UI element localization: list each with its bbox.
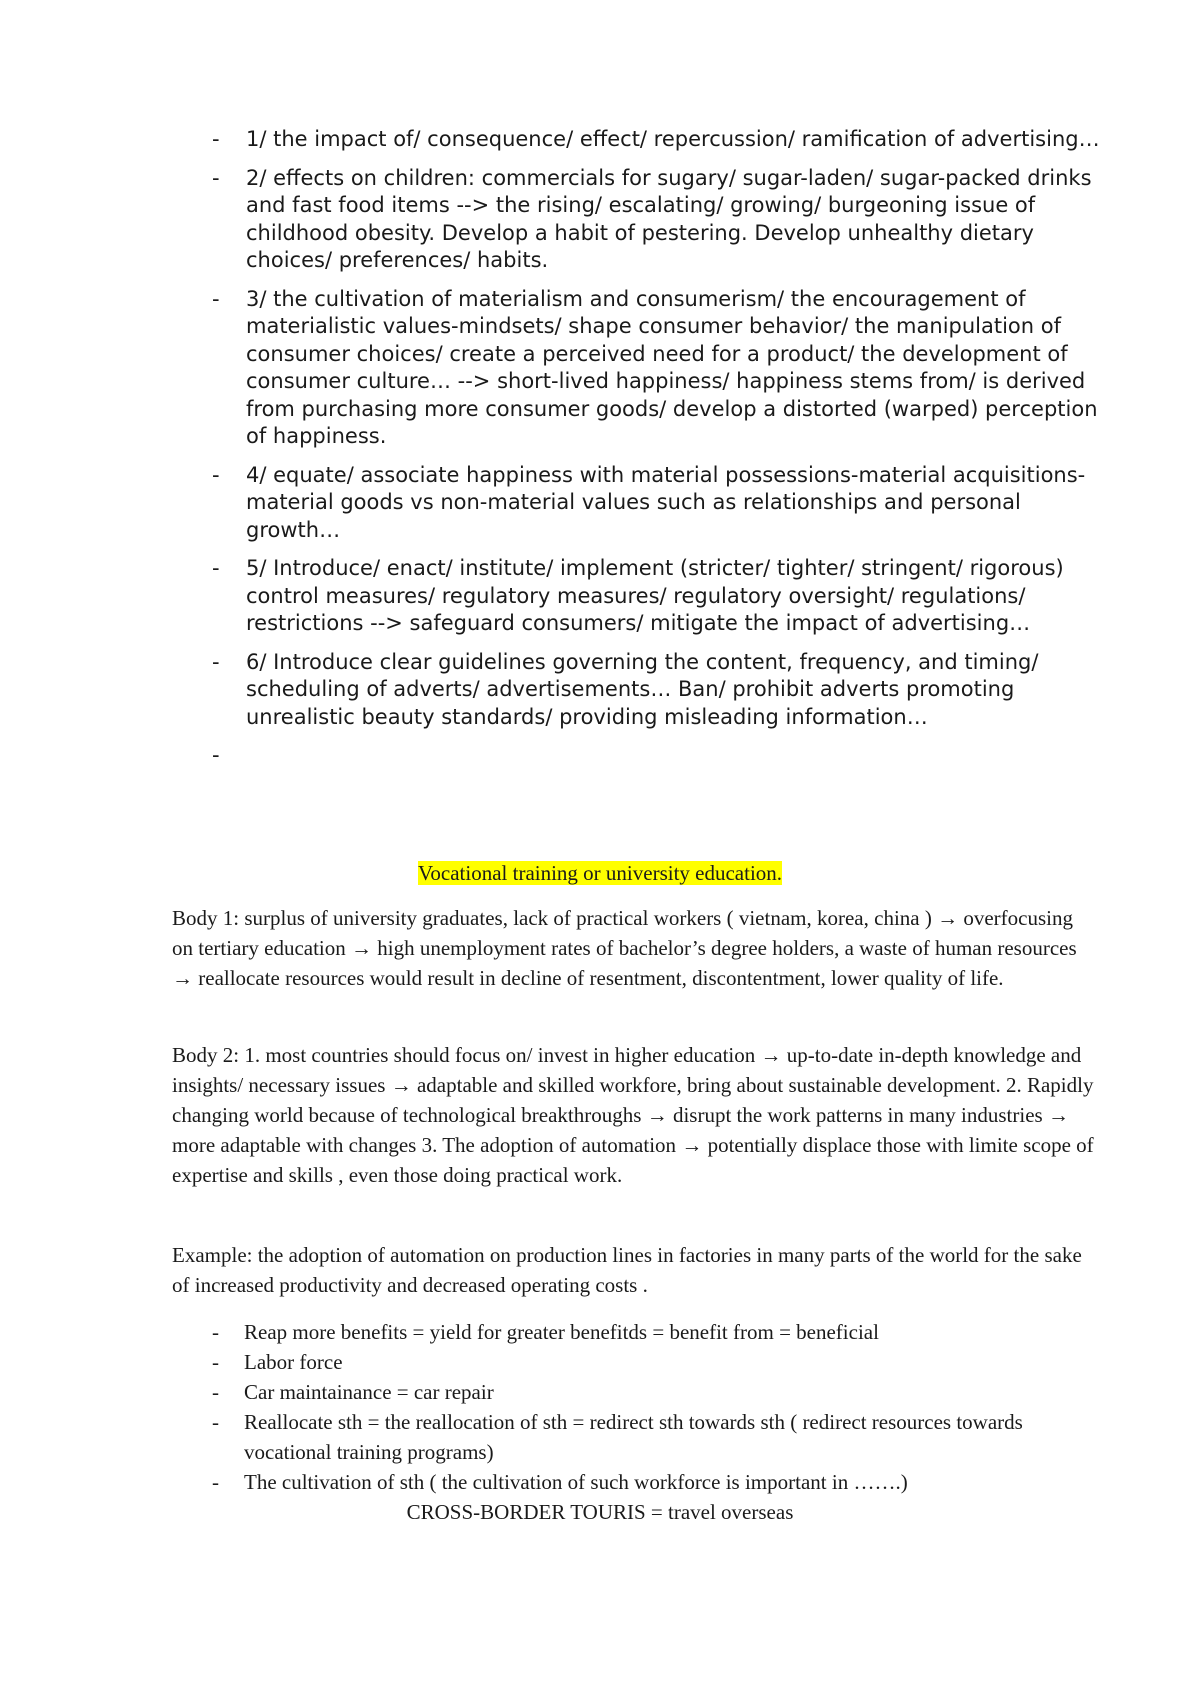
list-item: - Reallocate sth = the reallocation of sth = redirect sth towards sth ( redirect resources towards vocational training programs) <box>212 1410 1023 1464</box>
advertising-notes-list <box>212 126 1112 780</box>
list-item-text: 2/ effects on children: commercials for sugary/ sugar-laden/ sugar-packed drinks and fast food items --> the rising/ escalating/ growing/ burgeoning issue of childhood obesity. Develop a habit of pestering. Develop unhealthy dietary choices/ preferences/ habits. <box>246 165 1092 272</box>
list-item-text: 6/ Introduce clear guidelines governing the content, frequency, and timing/ scheduling of adverts/ advertisements… Ban/ prohibit adverts promoting unrealistic beauty standards/ providing misleading information… <box>246 649 1039 729</box>
list-item-empty: - <box>212 743 220 767</box>
list-item-text: Car maintainance = car repair <box>244 1380 494 1404</box>
list-item-text: The cultivation of sth ( the cultivation of such workforce is important in …….) <box>244 1470 908 1494</box>
list-item-text: 4/ equate/ associate happiness with material possessions-material acquisitions-material goods vs non-material values such as relationships and personal growth… <box>246 462 1086 542</box>
centered-footer-line: CROSS-BORDER TOURIS = travel overseas <box>406 1500 794 1524</box>
vocabulary-list <box>212 1317 1092 1497</box>
arrow-icon: → <box>646 1103 668 1127</box>
arrow-icon: → <box>681 1133 703 1157</box>
list-item: - 6/ Introduce clear guidelines governing the content, frequency, and timing/ scheduling of adverts/ advertisements… Ban/ prohibit adverts promoting unrealistic beauty standards/ providing misleading information… <box>212 649 1039 729</box>
body-2-paragraph: Body 2: 1. most countries should focus on/ invest in higher education → up-to-date in-depth knowledge and insights/ necessary issues → adaptable and skilled workfore, bring about sustainable development. 2. Rapidly changing world because of technological breakthroughs → disrupt the work patterns in many industries → more adaptable with changes 3. The adoption of automation → potentially displace those with limite scope of expertise and skills , even those doing practical work. <box>172 1043 1094 1187</box>
section-heading <box>0 858 1200 888</box>
arrow-icon: → <box>760 1043 782 1067</box>
arrow-icon: → <box>351 936 373 960</box>
list-item: - Car maintainance = car repair <box>212 1380 494 1404</box>
list-item: - 5/ Introduce/ enact/ institute/ implement (stricter/ tighter/ stringent/ rigorous) control measures/ regulatory measures/ regulatory oversight/ regulations/ restrictions --> safeguard consumers/ mitigate the impact of advertising… <box>212 556 1064 635</box>
example-paragraph: Example: the adoption of automation on production lines in factories in many parts of the world for the sake of increased productivity and decreased operating costs . <box>172 1243 1082 1297</box>
list-item: - 1/ the impact of/ consequence/ effect/ repercussion/ ramification of advertising… <box>212 127 1100 151</box>
list-item: - 4/ equate/ associate happiness with material possessions-material acquisitions-material goods vs non-material values such as relationships and personal growth… <box>212 462 1086 542</box>
list-item-text: 3/ the cultivation of materialism and consumerism/ the encouragement of materialistic values-mindsets/ shape consumer behavior/ the manipulation of consumer choices/ create a perceived need for a product/ the development of consumer culture… --> short-lived happiness/ happiness stems from/ is derived from purchasing more consumer goods/ develop a distorted (warped) perception of happiness. <box>246 286 1098 448</box>
arrow-icon: → <box>172 966 193 990</box>
list-item-text: 1/ the impact of/ consequence/ effect/ repercussion/ ramification of advertising… <box>246 127 1100 151</box>
list-item-text: Labor force <box>244 1350 343 1374</box>
list-item-text: Reallocate sth = the reallocation of sth = redirect sth towards sth ( redirect resources towards vocational training programs) <box>244 1410 1023 1464</box>
list-item: - 3/ the cultivation of materialism and consumerism/ the encouragement of materialistic values-mindsets/ shape consumer behavior/ the manipulation of consumer choices/ create a perceived need for a product/ the development of consumer culture… --> short-lived happiness/ happiness stems from/ is derived from purchasing more consumer goods/ develop a distorted (warped) perception of happiness. <box>212 286 1098 448</box>
list-item: - 2/ effects on children: commercials for sugary/ sugar-laden/ sugar-packed drinks and fast food items --> the rising/ escalating/ growing/ burgeoning issue of childhood obesity. Develop a habit of pestering. Develop unhealthy dietary choices/ preferences/ habits. <box>212 165 1092 272</box>
highlighted-heading-text: Vocational training or university education. <box>417 861 783 885</box>
list-item-text: Reap more benefits = yield for greater benefitds = benefit from = beneficial <box>244 1320 879 1344</box>
list-item-text: 5/ Introduce/ enact/ institute/ implement (stricter/ tighter/ stringent/ rigorous) control measures/ regulatory measures/ regulatory oversight/ regulations/ restrictions --> safeguard consumers/ mitigate the impact of advertising… <box>246 556 1064 635</box>
arrow-icon: → <box>1047 1103 1069 1127</box>
arrow-icon: → <box>937 906 959 930</box>
list-item: - The cultivation of sth ( the cultivation of such workforce is important in …….) <box>212 1470 908 1494</box>
arrow-icon: → <box>390 1073 412 1097</box>
body-1-paragraph: Body 1: surplus of university graduates, lack of practical workers ( vietnam, korea, china ) → overfocusing on tertiary education → high unemployment rates of bachelor’s degree holders, a waste of human resources → reallocate resources would result in decline of resentment, discontentment, lower quality of life. <box>172 906 1077 990</box>
list-item: - Reap more benefits = yield for greater benefitds = benefit from = beneficial <box>212 1320 879 1344</box>
list-item: - Labor force <box>212 1350 343 1374</box>
